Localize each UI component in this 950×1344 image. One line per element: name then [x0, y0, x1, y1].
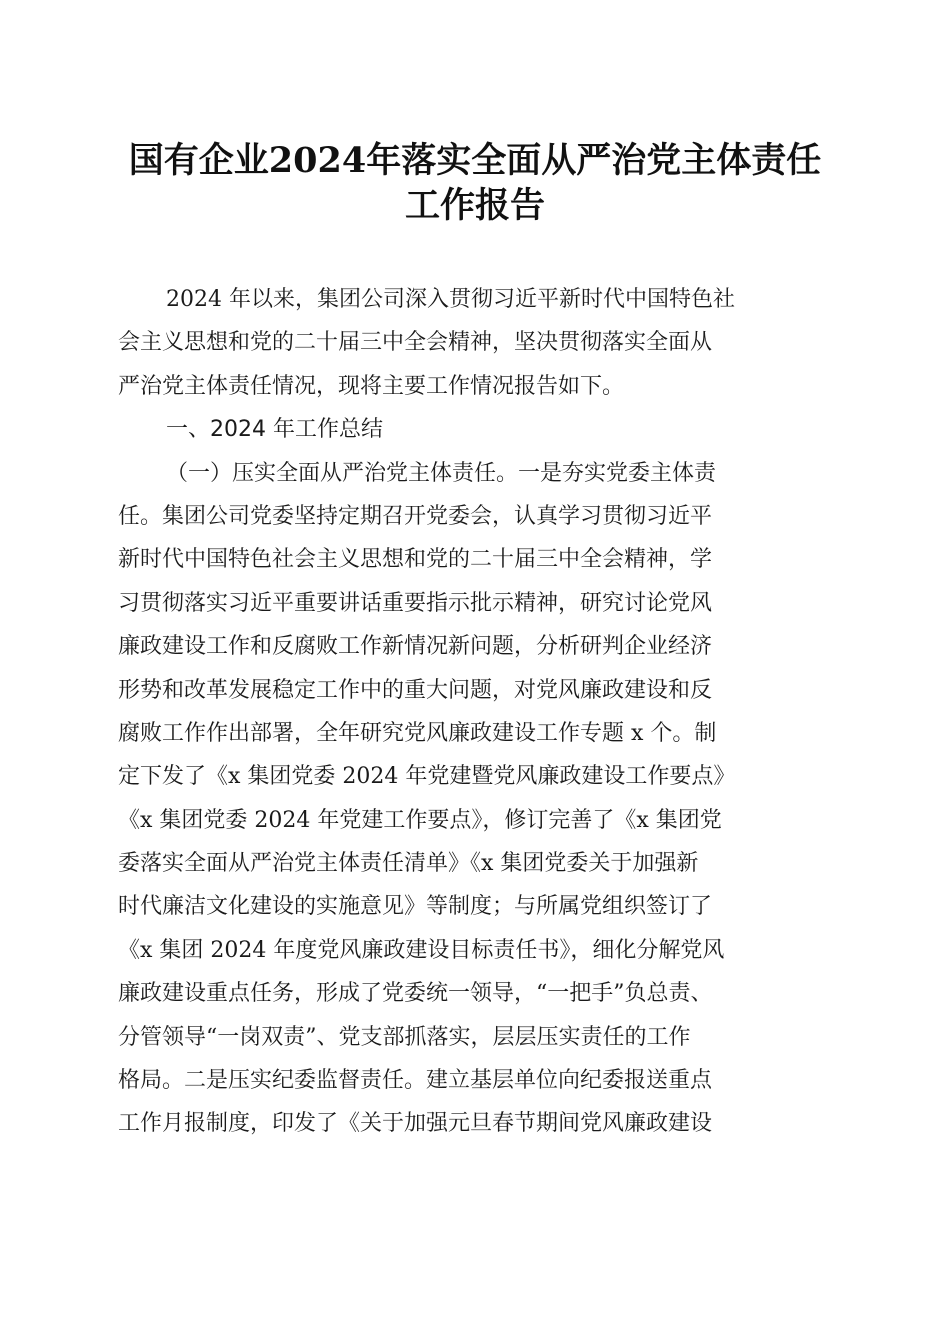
paragraph-line: 形势和改革发展稳定工作中的重大问题，对党风廉政建设和反 [118, 677, 713, 703]
document-body [118, 278, 878, 1146]
paragraph-line: 廉政建设工作和反腐败工作新情况新问题，分析研判企业经济 [118, 634, 713, 660]
paragraph-line: （一）压实全面从严治党主体责任。一是夯实党委主体责 [166, 460, 717, 486]
paragraph-line: 工作月报制度，印发了《关于加强元旦春节期间党风廉政建设 [118, 1111, 713, 1137]
paragraph-line: 格局。二是压实纪委监督责任。建立基层单位向纪委报送重点 [118, 1068, 713, 1094]
paragraph-line: 新时代中国特色社会主义思想和党的二十届三中全会精神，学 [118, 547, 713, 573]
paragraph-line: 任。集团公司党委坚持定期召开党委会，认真学习贯彻习近平 [118, 503, 713, 529]
paragraph-intro-line: 严治党主体责任情况，现将主要工作情况报告如下。 [118, 373, 625, 399]
paragraph-line: 《x 集团党委 2024 年党建工作要点》，修订完善了《x 集团党 [118, 807, 722, 833]
paragraph-line: 定下发了《x 集团党委 2024 年党建暨党风廉政建设工作要点》 [118, 764, 736, 790]
paragraph-line: 委落实全面从严治党主体责任清单》《x 集团党委关于加强新 [118, 851, 699, 877]
paragraph-line: 廉政建设重点任务，形成了党委统一领导，“一把手”负总责、 [118, 981, 713, 1007]
paragraph-intro-line: 会主义思想和党的二十届三中全会精神，坚决贯彻落实全面从 [118, 330, 713, 356]
paragraph-line: 腐败工作作出部署，全年研究党风廉政建设工作专题 x 个。制 [118, 720, 717, 746]
document-title [60, 138, 890, 228]
paragraph-intro-line: 2024 年以来，集团公司深入贯彻习近平新时代中国特色社 [166, 287, 735, 312]
section-heading: 一、2024 年工作总结 [166, 417, 383, 443]
title-line-1: 国有企业2024年落实全面从严治党主体责任 [128, 140, 822, 181]
paragraph-line: 《x 集团 2024 年度党风廉政建设目标责任书》，细化分解党风 [118, 937, 725, 963]
paragraph-line: 时代廉洁文化建设的实施意见》等制度；与所属党组织签订了 [118, 894, 713, 920]
title-line-2: 工作报告 [404, 185, 545, 226]
paragraph-line: 习贯彻落实习近平重要讲话重要指示批示精神，研究讨论党风 [118, 590, 713, 616]
paragraph-line: 分管领导“一岗双责”、党支部抓落实，层层压实责任的工作 [118, 1024, 691, 1050]
